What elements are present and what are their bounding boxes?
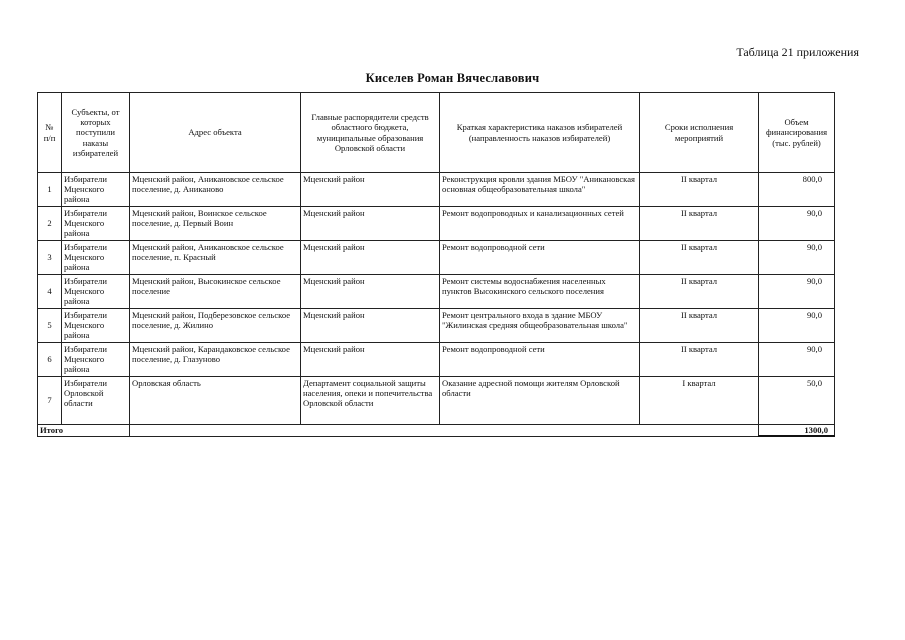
row-subjects: Избиратели Мценского района: [62, 173, 130, 207]
row-deadline: II квартал: [640, 343, 759, 377]
row-address: Мценский район, Подберезовское сельское поселение, д. Жилино: [130, 309, 301, 343]
total-value: 1300,0: [759, 425, 835, 437]
row-description: Ремонт системы водоснабжения населенных пунктов Высокинского сельского поселения: [440, 275, 640, 309]
row-subjects: Избиратели Мценского района: [62, 207, 130, 241]
row-number: 2: [38, 207, 62, 241]
col-header-description: Краткая характеристика наказов избирателей (направленность наказов избирателей): [440, 93, 640, 173]
row-manager: Мценский район: [301, 343, 440, 377]
row-funding: 90,0: [759, 309, 835, 343]
row-description: Ремонт водопроводной сети: [440, 241, 640, 275]
table-row: [38, 275, 835, 309]
table-row: [38, 241, 835, 275]
row-number: 6: [38, 343, 62, 377]
row-funding: 90,0: [759, 275, 835, 309]
row-address: Мценский район, Аникановское сельское поселение, д. Аниканово: [130, 173, 301, 207]
row-address: Орловская область: [130, 377, 301, 425]
row-subjects: Избиратели Мценского района: [62, 275, 130, 309]
row-description: Ремонт водопроводных и канализационных сетей: [440, 207, 640, 241]
row-description: Реконструкция кровли здания МБОУ "Аникановская основная общеобразовательная школа": [440, 173, 640, 207]
table-row: [38, 207, 835, 241]
table-row: [38, 173, 835, 207]
row-address: Мценский район, Воинское сельское поселение, д. Первый Воин: [130, 207, 301, 241]
row-number: 4: [38, 275, 62, 309]
deputy-name: Киселев Роман Вячеславович: [365, 71, 540, 85]
row-manager: Мценский район: [301, 241, 440, 275]
row-funding: 90,0: [759, 241, 835, 275]
row-deadline: II квартал: [640, 207, 759, 241]
row-address: Мценский район, Карандаковское сельское поселение, д. Глазуново: [130, 343, 301, 377]
row-description: Ремонт водопроводной сети: [440, 343, 640, 377]
appendix-label: Таблица 21 приложения: [736, 45, 859, 59]
row-funding: 90,0: [759, 207, 835, 241]
table-row: [38, 377, 835, 425]
row-description: Ремонт центрального входа в здание МБОУ "Жилинская средняя общеобразовательная школа": [440, 309, 640, 343]
total-label: Итого: [38, 425, 130, 437]
row-deadline: II квартал: [640, 309, 759, 343]
total-spacer: [130, 425, 759, 437]
row-deadline: I квартал: [640, 377, 759, 425]
row-manager: Мценский район: [301, 275, 440, 309]
row-manager: Департамент социальной защиты населения, опеки и попечительства Орловской области: [301, 377, 440, 425]
row-number: 3: [38, 241, 62, 275]
table-header-row: [38, 93, 835, 173]
row-subjects: Избиратели Мценского района: [62, 241, 130, 275]
row-address: Мценский район, Высокинское сельское поселение: [130, 275, 301, 309]
row-number: 5: [38, 309, 62, 343]
row-description: Оказание адресной помощи жителям Орловской области: [440, 377, 640, 425]
row-funding: 50,0: [759, 377, 835, 425]
row-manager: Мценский район: [301, 173, 440, 207]
row-deadline: II квартал: [640, 173, 759, 207]
row-number: 1: [38, 173, 62, 207]
row-deadline: II квартал: [640, 241, 759, 275]
col-header-address: Адрес объекта: [130, 93, 301, 173]
row-deadline: II квартал: [640, 275, 759, 309]
table-row: [38, 343, 835, 377]
row-funding: 90,0: [759, 343, 835, 377]
row-address: Мценский район, Аникановское сельское поселение, п. Красный: [130, 241, 301, 275]
row-number: 7: [38, 377, 62, 425]
col-header-funding: Объем финансирования (тыс. рублей): [759, 93, 835, 173]
row-manager: Мценский район: [301, 207, 440, 241]
row-subjects: Избиратели Орловской области: [62, 377, 130, 425]
table-row: [38, 309, 835, 343]
col-header-number: № п/п: [38, 93, 62, 173]
row-funding: 800,0: [759, 173, 835, 207]
row-manager: Мценский район: [301, 309, 440, 343]
mandates-table: [37, 92, 835, 437]
col-header-deadline: Сроки исполнения мероприятий: [640, 93, 759, 173]
col-header-subjects: Субъекты, от которых поступили наказы избирателей: [62, 93, 130, 173]
total-row: [38, 425, 835, 437]
col-header-managers: Главные распорядители средств областного бюджета, муниципальные образования Орловской области: [301, 93, 440, 173]
row-subjects: Избиратели Мценского района: [62, 343, 130, 377]
row-subjects: Избиратели Мценского района: [62, 309, 130, 343]
